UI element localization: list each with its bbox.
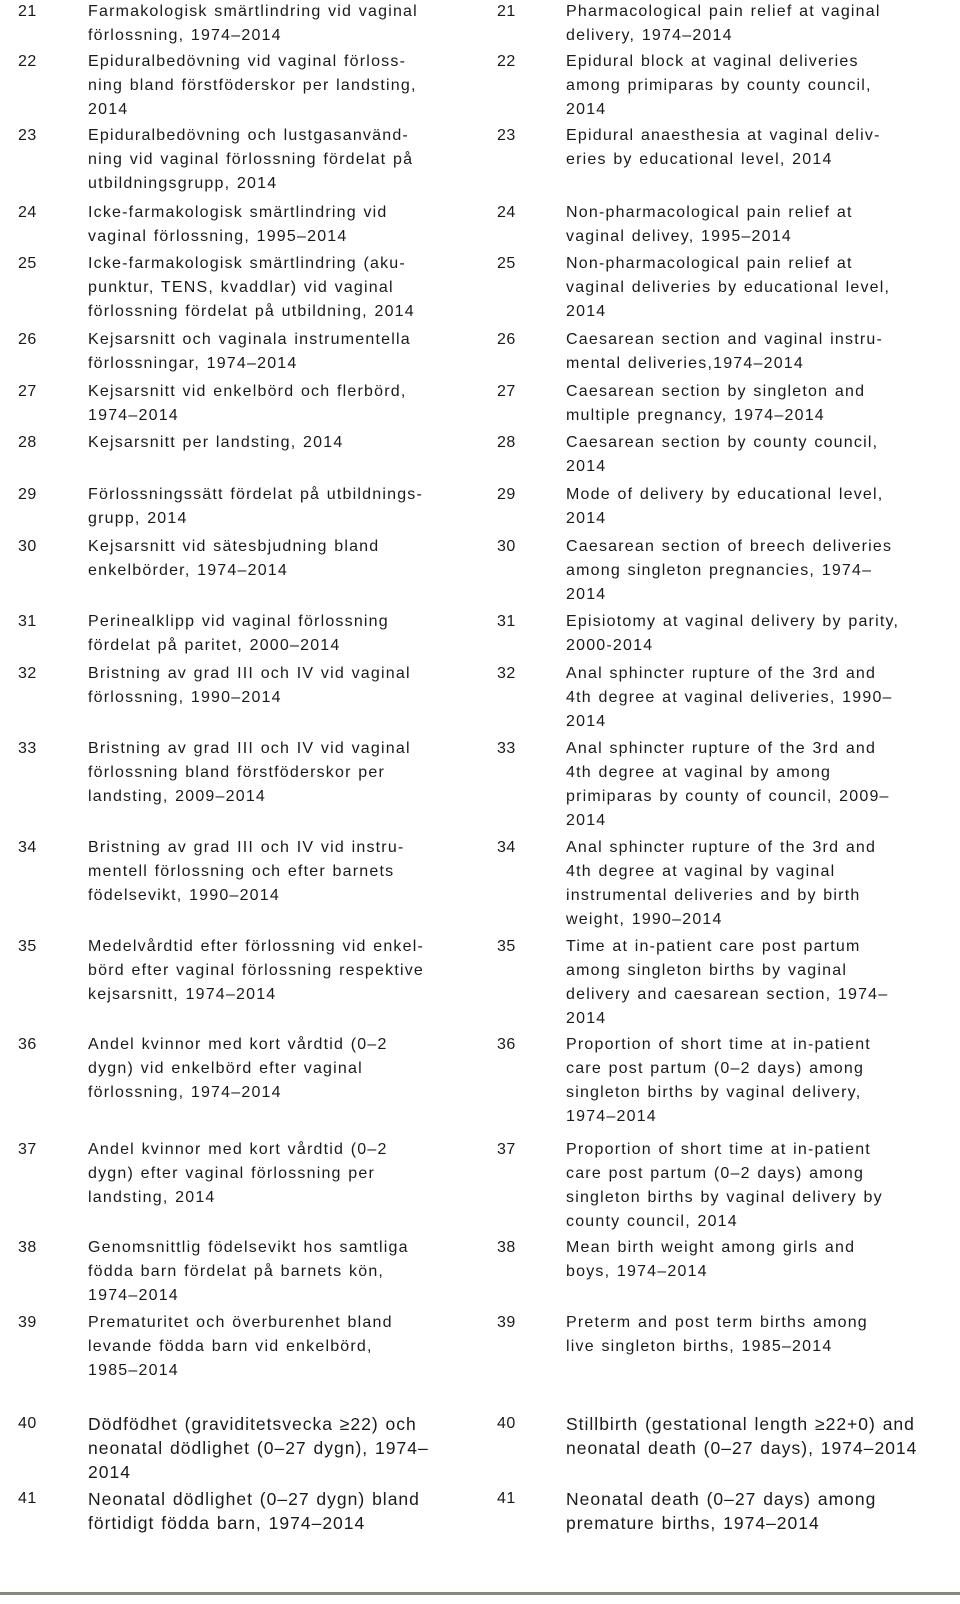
en-item-number: 36 [497, 1036, 516, 1053]
sv-item-number: 32 [18, 665, 37, 682]
sv-line: levande födda barn vid enkelbörd, [88, 1338, 373, 1355]
sv-item-number: 41 [18, 1490, 37, 1507]
en-line: among primiparas by county council, [566, 77, 872, 94]
sv-item-number: 37 [18, 1141, 37, 1158]
en-item-number: 27 [497, 383, 516, 400]
sv-item-number: 21 [18, 3, 37, 20]
en-line: Non-pharmacological pain relief at [566, 255, 853, 272]
en-item-title [566, 1311, 951, 1359]
en-line: Caesarean section of breech deliveries [566, 538, 893, 555]
en-line: among singleton births by vaginal [566, 962, 848, 979]
sv-line: enkelbörder, 1974–2014 [88, 562, 288, 579]
en-item-number: 28 [497, 434, 516, 451]
sv-item-title [88, 1236, 473, 1308]
sv-line: förlossning, 1974–2014 [88, 1084, 282, 1101]
en-line: vaginal delivey, 1995–2014 [566, 228, 792, 245]
en-line: 2014 [566, 1010, 607, 1027]
sv-line: 1974–2014 [88, 1287, 179, 1304]
en-line: neonatal death (0–27 days), 1974–2014 [566, 1438, 918, 1458]
en-line: care post partum (0–2 days) among [566, 1165, 865, 1182]
sv-item-title [88, 610, 473, 658]
sv-item-number: 34 [18, 839, 37, 856]
sv-line: förlossning, 1990–2014 [88, 689, 282, 706]
sv-item-number: 24 [18, 204, 37, 221]
sv-line: förlossning, 1974–2014 [88, 27, 282, 44]
en-line: Episiotomy at vaginal delivery by parity, [566, 613, 900, 630]
en-item-number: 26 [497, 331, 516, 348]
sv-line: Icke-farmakologisk smärtlindring (aku- [88, 255, 406, 272]
en-item-title [566, 328, 951, 376]
sv-line: kejsarsnitt, 1974–2014 [88, 986, 277, 1003]
sv-line: börd efter vaginal förlossning respektive [88, 962, 425, 979]
sv-line: Bristning av grad III och IV vid vaginal [88, 665, 411, 682]
sv-line: förlossning fördelat på utbildning, 2014 [88, 303, 415, 320]
sv-item-number: 22 [18, 53, 37, 70]
en-item-title [566, 1412, 951, 1460]
en-item-number: 32 [497, 665, 516, 682]
en-item-number: 25 [497, 255, 516, 272]
sv-line: Kejsarsnitt vid sätesbjudning bland [88, 538, 380, 555]
sv-line: punktur, TENS, kvaddlar) vid vaginal [88, 279, 394, 296]
sv-item-title [88, 483, 473, 531]
en-line: 4th degree at vaginal deliveries, 1990– [566, 689, 893, 706]
sv-item-number: 30 [18, 538, 37, 555]
sv-line: Kejsarsnitt och vaginala instrumentella [88, 331, 411, 348]
en-line: 2014 [566, 101, 607, 118]
en-item-number: 35 [497, 938, 516, 955]
sv-line: grupp, 2014 [88, 510, 188, 527]
sv-line: förlossningar, 1974–2014 [88, 355, 298, 372]
sv-item-number: 26 [18, 331, 37, 348]
en-item-number: 38 [497, 1239, 516, 1256]
sv-line: Kejsarsnitt vid enkelbörd och flerbörd, [88, 383, 407, 400]
sv-line: Medelvårdtid efter förlossning vid enkel- [88, 938, 425, 955]
sv-line: Kejsarsnitt per landsting, 2014 [88, 434, 344, 451]
en-line: boys, 1974–2014 [566, 1263, 708, 1280]
sv-line: Neonatal dödlighet (0–27 dygn) bland [88, 1489, 420, 1509]
en-line: Time at in-patient care post partum [566, 938, 861, 955]
en-item-title [566, 1033, 951, 1129]
sv-line: landsting, 2009–2014 [88, 788, 267, 805]
en-line: Epidural anaesthesia at vaginal deliv- [566, 127, 881, 144]
sv-item-number: 36 [18, 1036, 37, 1053]
en-line: Caesarean section and vaginal instru- [566, 331, 884, 348]
en-line: 2014 [566, 586, 607, 603]
en-line: mental deliveries,1974–2014 [566, 355, 804, 372]
sv-line: Andel kvinnor med kort vårdtid (0–2 [88, 1036, 388, 1053]
en-line: delivery and caesarean section, 1974– [566, 986, 889, 1003]
sv-line: Förlossningssätt fördelat på utbildnings- [88, 486, 424, 503]
sv-item-number: 39 [18, 1314, 37, 1331]
sv-item-title [88, 662, 473, 710]
en-item-number: 40 [497, 1415, 516, 1432]
sv-line: 2014 [88, 101, 129, 118]
en-line: 2000-2014 [566, 637, 654, 654]
sv-line: landsting, 2014 [88, 1189, 216, 1206]
en-line: Non-pharmacological pain relief at [566, 204, 853, 221]
en-item-number: 24 [497, 204, 516, 221]
sv-line: Bristning av grad III och IV vid instru- [88, 839, 405, 856]
sv-line: ning vid vaginal förlossning fördelat på [88, 151, 414, 168]
sv-item-number: 31 [18, 613, 37, 630]
sv-line: Prematuritet och överburenhet bland [88, 1314, 393, 1331]
sv-item-title [88, 50, 473, 122]
sv-item-title [88, 1487, 473, 1535]
sv-item-title [88, 0, 473, 48]
en-item-title [566, 252, 951, 324]
en-item-title [566, 1236, 951, 1284]
en-line: 4th degree at vaginal by vaginal [566, 863, 836, 880]
en-item-number: 33 [497, 740, 516, 757]
en-line: premature births, 1974–2014 [566, 1513, 820, 1533]
sv-line: Epiduralbedövning vid vaginal förloss- [88, 53, 407, 70]
sv-item-title [88, 380, 473, 428]
sv-line: vaginal förlossning, 1995–2014 [88, 228, 348, 245]
en-line: delivery, 1974–2014 [566, 27, 733, 44]
en-line: Caesarean section by singleton and [566, 383, 866, 400]
en-line: Proportion of short time at in-patient [566, 1141, 871, 1158]
en-line: county council, 2014 [566, 1213, 738, 1230]
sv-line: Dödfödhet (graviditetsvecka ≥22) och [88, 1414, 417, 1434]
en-line: 2014 [566, 510, 607, 527]
en-line: eries by educational level, 2014 [566, 151, 833, 168]
sv-line: 1974–2014 [88, 407, 179, 424]
sv-line: mentell förlossning och efter barnets [88, 863, 395, 880]
sv-item-number: 25 [18, 255, 37, 272]
en-line: Anal sphincter rupture of the 3rd and [566, 839, 877, 856]
en-line: Anal sphincter rupture of the 3rd and [566, 665, 877, 682]
sv-item-title [88, 1412, 473, 1484]
en-item-title [566, 483, 951, 531]
sv-line: Genomsnittlig födelsevikt hos samtliga [88, 1239, 409, 1256]
sv-line: utbildningsgrupp, 2014 [88, 175, 278, 192]
en-line: instrumental deliveries and by birth [566, 887, 861, 904]
sv-item-title [88, 252, 473, 324]
en-item-number: 21 [497, 3, 516, 20]
en-line: care post partum (0–2 days) among [566, 1060, 865, 1077]
sv-line: fördelat på paritet, 2000–2014 [88, 637, 341, 654]
sv-line: Farmakologisk smärtlindring vid vaginal [88, 3, 418, 20]
sv-line: 1985–2014 [88, 1362, 179, 1379]
sv-item-title [88, 328, 473, 376]
sv-item-title [88, 1138, 473, 1210]
sv-item-title [88, 201, 473, 249]
sv-line: födda barn fördelat på barnets kön, [88, 1263, 385, 1280]
en-line: singleton births by vaginal delivery, [566, 1084, 862, 1101]
sv-line: Bristning av grad III och IV vid vaginal [88, 740, 411, 757]
sv-item-title [88, 431, 473, 455]
en-item-title [566, 380, 951, 428]
en-item-title [566, 662, 951, 734]
sv-item-title [88, 535, 473, 583]
en-line: Pharmacological pain relief at vaginal [566, 3, 881, 20]
en-line: 2014 [566, 458, 607, 475]
en-item-title [566, 836, 951, 932]
bottom-divider [0, 1592, 960, 1595]
sv-line: dygn) efter vaginal förlossning per [88, 1165, 376, 1182]
en-line: 2014 [566, 303, 607, 320]
sv-line: Epiduralbedövning och lustgasanvänd- [88, 127, 409, 144]
sv-line: dygn) vid enkelbörd efter vaginal [88, 1060, 363, 1077]
en-item-title [566, 431, 951, 479]
sv-item-title [88, 1033, 473, 1105]
sv-item-number: 27 [18, 383, 37, 400]
en-line: Epidural block at vaginal deliveries [566, 53, 859, 70]
en-item-title [566, 935, 951, 1031]
en-item-number: 22 [497, 53, 516, 70]
en-item-number: 23 [497, 127, 516, 144]
en-line: Caesarean section by county council, [566, 434, 879, 451]
en-item-title [566, 737, 951, 833]
sv-line: förtidigt födda barn, 1974–2014 [88, 1513, 366, 1533]
sv-item-title [88, 836, 473, 908]
sv-item-number: 33 [18, 740, 37, 757]
sv-item-number: 35 [18, 938, 37, 955]
en-line: live singleton births, 1985–2014 [566, 1338, 833, 1355]
en-line: Neonatal death (0–27 days) among [566, 1489, 877, 1509]
en-item-number: 39 [497, 1314, 516, 1331]
en-item-title [566, 50, 951, 122]
en-item-title [566, 0, 951, 48]
en-line: Mode of delivery by educational level, [566, 486, 884, 503]
sv-item-number: 23 [18, 127, 37, 144]
en-item-number: 34 [497, 839, 516, 856]
sv-line: 2014 [88, 1462, 131, 1482]
sv-item-number: 28 [18, 434, 37, 451]
en-item-number: 29 [497, 486, 516, 503]
en-line: singleton births by vaginal delivery by [566, 1189, 883, 1206]
sv-item-number: 40 [18, 1415, 37, 1432]
en-item-number: 37 [497, 1141, 516, 1158]
sv-item-title [88, 935, 473, 1007]
en-line: Mean birth weight among girls and [566, 1239, 856, 1256]
en-item-title [566, 610, 951, 658]
sv-item-title [88, 124, 473, 196]
sv-line: födelsevikt, 1990–2014 [88, 887, 280, 904]
en-line: Stillbirth (gestational length ≥22+0) and [566, 1414, 915, 1434]
en-line: 4th degree at vaginal by among [566, 764, 832, 781]
en-item-title [566, 535, 951, 607]
sv-item-title [88, 737, 473, 809]
en-line: primiparas by county of council, 2009– [566, 788, 890, 805]
sv-item-number: 38 [18, 1239, 37, 1256]
sv-item-title [88, 1311, 473, 1383]
en-line: vaginal deliveries by educational level, [566, 279, 891, 296]
sv-line: ning bland förstföderskor per landsting, [88, 77, 417, 94]
en-line: among singleton pregnancies, 1974– [566, 562, 873, 579]
sv-line: neonatal dödlighet (0–27 dygn), 1974– [88, 1438, 429, 1458]
en-line: 2014 [566, 713, 607, 730]
sv-line: Icke-farmakologisk smärtlindring vid [88, 204, 388, 221]
en-line: weight, 1990–2014 [566, 911, 723, 928]
sv-item-number: 29 [18, 486, 37, 503]
en-line: Proportion of short time at in-patient [566, 1036, 871, 1053]
en-line: 2014 [566, 812, 607, 829]
en-line: Anal sphincter rupture of the 3rd and [566, 740, 877, 757]
en-item-number: 41 [497, 1490, 516, 1507]
sv-line: Perinealklipp vid vaginal förlossning [88, 613, 389, 630]
sv-line: förlossning bland förstföderskor per [88, 764, 385, 781]
en-item-title [566, 124, 951, 172]
en-line: 1974–2014 [566, 1108, 657, 1125]
en-item-title [566, 1487, 951, 1535]
en-item-number: 31 [497, 613, 516, 630]
en-item-title [566, 201, 951, 249]
en-item-number: 30 [497, 538, 516, 555]
en-item-title [566, 1138, 951, 1234]
en-line: Preterm and post term births among [566, 1314, 868, 1331]
sv-line: Andel kvinnor med kort vårdtid (0–2 [88, 1141, 388, 1158]
en-line: multiple pregnancy, 1974–2014 [566, 407, 825, 424]
